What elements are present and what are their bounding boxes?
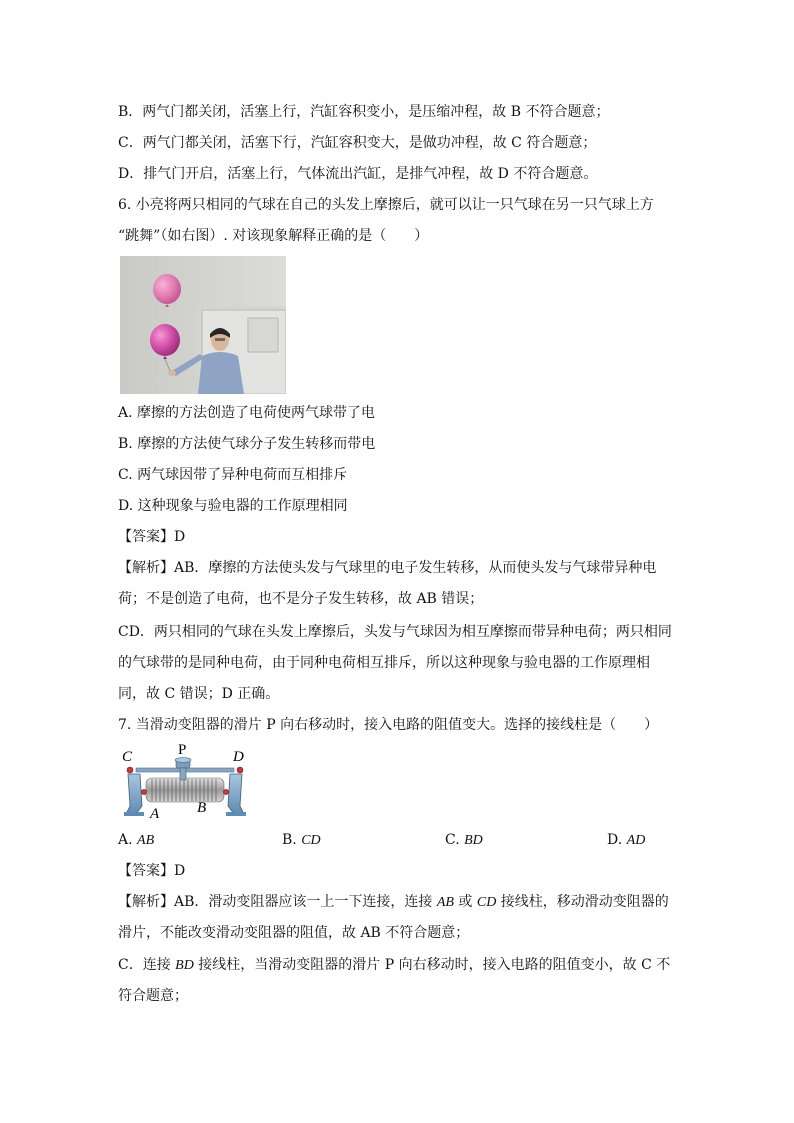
- question-6-option-a: A. 摩擦的方法创造了电荷使两气球带了电: [118, 405, 376, 421]
- terminal-label-d: D: [233, 749, 244, 765]
- analysis-text: C．连接: [118, 957, 176, 973]
- option-value: AD: [626, 833, 646, 848]
- balloon-photo: [120, 256, 286, 394]
- question-7-analysis-line3: [118, 955, 670, 976]
- option-c-explanation: C．两气门都关闭，活塞下行，汽缸容积变大，是做功冲程，故 C 符合题意；: [118, 135, 597, 151]
- question-6-stem-line1: 6. 小亮将两只相同的气球在自己的头发上摩擦后，就可以让一只气球在另一只气球上方: [118, 197, 654, 213]
- question-7-option-c: [445, 830, 483, 851]
- question-7-analysis-line1: [118, 892, 669, 913]
- question-6-analysis-line3: CD．两只相同的气球在头发上摩擦后，头发与气球因为相互摩擦而带异种电荷；两只相同: [118, 624, 672, 640]
- question-6-option-d: D. 这种现象与验电器的工作原理相同: [118, 498, 348, 514]
- analysis-term-bd: BD: [175, 958, 194, 973]
- terminal-label-c: C: [122, 749, 133, 765]
- terminal-label-a: A: [150, 806, 160, 820]
- question-7-analysis-line4: 符合题意；: [118, 988, 188, 1004]
- option-value: BD: [464, 833, 483, 848]
- option-letter: D.: [607, 832, 627, 848]
- terminal-label-b: B: [197, 800, 207, 816]
- question-7-option-a: [118, 830, 154, 851]
- analysis-text: 或: [453, 894, 477, 910]
- analysis-text: 接线柱，当滑动变阻器的滑片 P 向右移动时，接入电路的阻值变小，故 C 不: [193, 957, 671, 973]
- option-letter: C.: [445, 832, 465, 848]
- question-6-analysis-line5: 同，故 C 错误；D 正确。: [118, 686, 280, 702]
- option-letter: B.: [282, 832, 302, 848]
- analysis-term-cd: CD: [476, 895, 497, 910]
- question-7-answer: 【答案】D: [118, 863, 186, 879]
- slider-label-p: P: [178, 744, 187, 758]
- question-6-analysis-line1: 【解析】AB．摩擦的方法使头发与气球里的电子发生转移，从而使头发与气球带异种电: [118, 560, 657, 576]
- option-value: AB: [137, 833, 155, 848]
- question-6-answer: 【答案】D: [118, 529, 186, 545]
- rheostat-figure: [120, 744, 250, 820]
- option-letter: A.: [118, 832, 138, 848]
- option-value: CD: [301, 833, 321, 848]
- question-6-analysis-line4: 的气球带的是同种电荷，由于同种电荷相互排斥，所以这种现象与验电器的工作原理相: [118, 655, 650, 671]
- question-6-option-b: B. 摩擦的方法使气球分子发生转移而带电: [118, 436, 376, 452]
- analysis-text: 【解析】AB．滑动变阻器应该一上一下连接，连接: [118, 894, 437, 910]
- question-7-analysis-line2: 滑片，不能改变滑动变阻器的阻值，故 AB 不符合题意；: [118, 925, 470, 941]
- option-b-explanation: B．两气门都关闭，活塞上行，汽缸容积变小，是压缩冲程，故 B 不符合题意；: [118, 104, 610, 120]
- question-6-stem-line2: “跳舞”（如右图）. 对该现象解释正确的是（ ）: [118, 228, 429, 244]
- question-7-stem: 7. 当滑动变阻器的滑片 P 向右移动时，接入电路的阻值变大。选择的接线柱是（ ）: [118, 717, 659, 733]
- question-7-option-b: [282, 830, 321, 851]
- option-d-explanation: D．排气门开启，活塞上行，气体流出汽缸，是排气冲程，故 D 不符合题意。: [118, 166, 598, 182]
- analysis-text: 接线柱，移动滑动变阻器的: [496, 894, 669, 910]
- question-6-analysis-line2: 荷；不是创造了电荷，也不是分子发生转移，故 AB 错误；: [118, 591, 484, 607]
- question-6-option-c: C. 两气球因带了异种电荷而互相排斥: [118, 467, 348, 483]
- analysis-term-ab: AB: [436, 895, 454, 910]
- question-7-option-d: [607, 830, 645, 851]
